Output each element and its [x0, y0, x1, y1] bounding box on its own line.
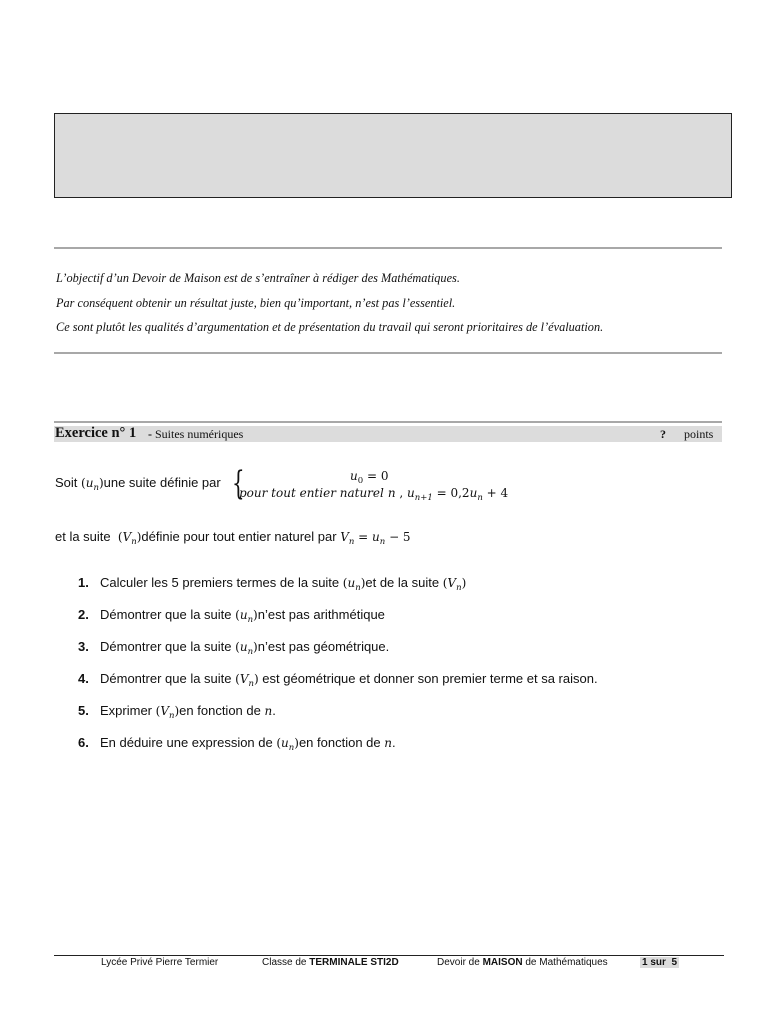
footer-class: Classe de TERMINALE STI2D	[262, 957, 399, 968]
bottom-rule	[54, 352, 722, 354]
list-item: 5. Exprimer $(V_n)en$ fonction de n.	[78, 703, 276, 721]
question-list	[78, 575, 738, 767]
points-value: ?	[660, 427, 666, 441]
exercise-subtitle: - Suites numériques	[148, 427, 244, 441]
list-item: 1. Calculer les 5 premiers termes de la suite $(u_n)et$ de la suite $(V_n)$	[78, 575, 467, 593]
title-box	[54, 113, 732, 198]
list-item: 2. Démontrer que la suite $(u_n)n’est$ pas arithmétique	[78, 607, 385, 625]
exercise-title: Exercice n° 1	[55, 425, 137, 441]
intro-line: Par conséquent obtenir un résultat juste, bien qu’important, n’est pas l’essentiel.	[56, 295, 456, 310]
exercise-rule	[54, 421, 722, 423]
intro-line: Ce sont plutôt les qualités d’argumentation et de présentation du travail qui seront prioritaires de l’évaluation.	[56, 320, 604, 334]
top-rule	[54, 247, 722, 249]
points-label: points	[684, 427, 714, 441]
system-line-1: $u_0 = 0$	[350, 469, 389, 486]
exercise-header	[54, 426, 722, 442]
system-line-2: pour tout entier naturel n , $u_{n+1} = 0,2u_n + 4$	[239, 486, 509, 503]
list-item: 6. En déduire une expression de $(u_n)en$ fonction de n.	[78, 735, 396, 753]
statement-line: Soit $(u_n)une$ suite définie par	[55, 475, 221, 493]
page-number: 1 sur 5	[642, 957, 678, 968]
system-brace: {	[232, 463, 245, 502]
footer-devoir: Devoir de MAISON de Mathématiques	[437, 957, 608, 968]
footer-school: Lycée Privé Pierre Termier	[101, 957, 219, 968]
list-item: 3. Démontrer que la suite $(u_n)n’est$ pas géométrique.	[78, 639, 390, 657]
list-item: 4. Démontrer que la suite $(V_n)$ est géométrique et donner son premier terme et sa raison.	[78, 671, 598, 689]
intro-line: L’objectif d’un Devoir de Maison est de s’entraîner à rédiger des Mathématiques.	[56, 271, 460, 285]
footer-rule	[54, 955, 724, 956]
intro-text	[56, 266, 726, 340]
vn-definition: et la suite $(V_n)définie$ pour tout entier naturel par $V_n = u_n - 5$	[55, 529, 411, 547]
